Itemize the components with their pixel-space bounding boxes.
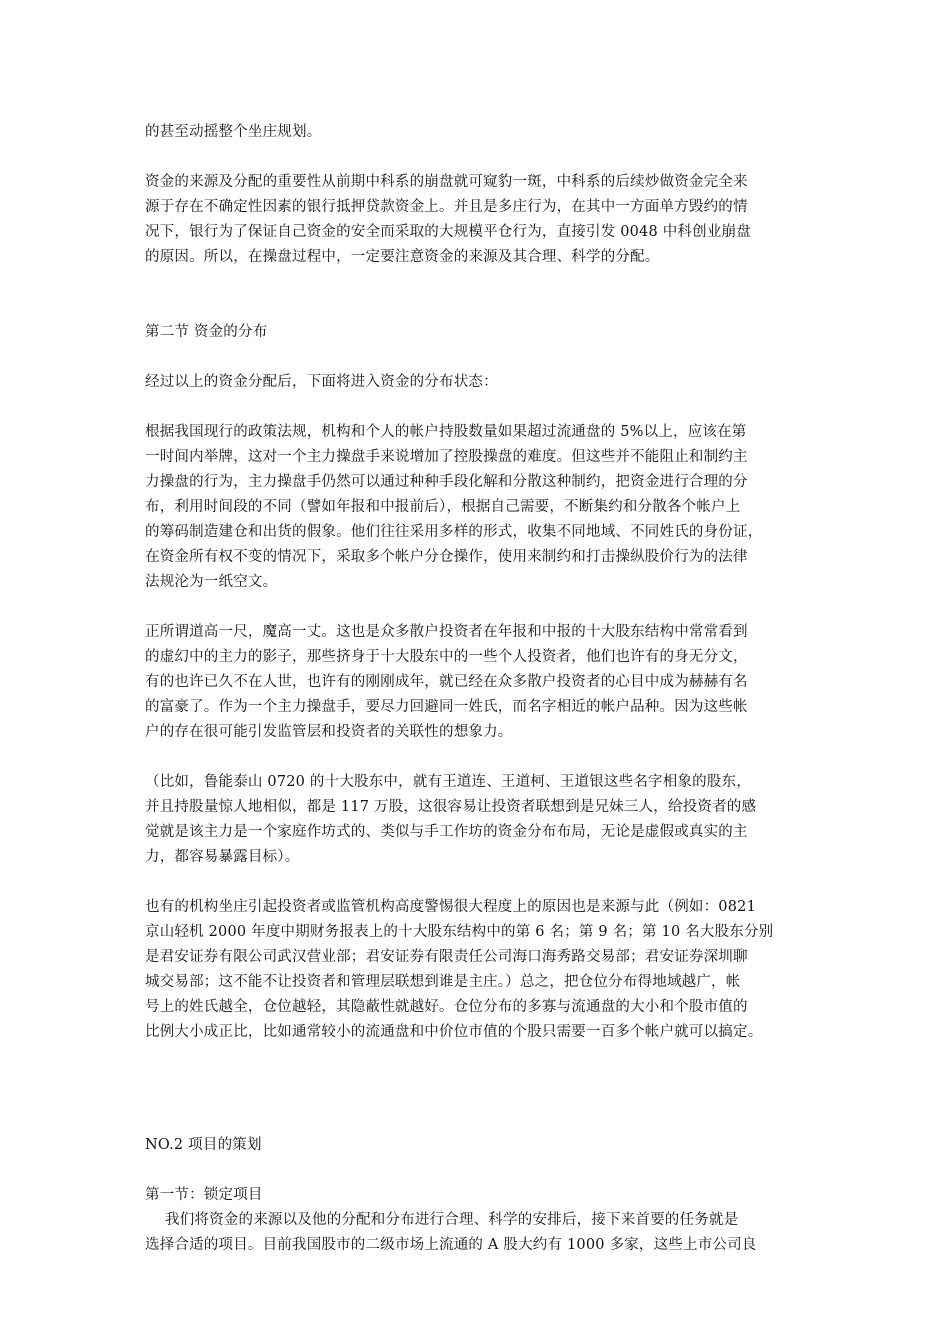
- text-line: 布，利用时间段的不同（譬如年报和中报前后），根据自己需要，不断集约和分散各个帐户上: [145, 499, 741, 515]
- paragraph-2: [145, 170, 845, 270]
- text-line: 经过以上的资金分配后，下面将进入资金的分布状态：: [145, 374, 498, 390]
- section-heading: 第一节：锁定项目: [145, 1187, 263, 1203]
- text-line: 的原因。所以，在操盘过程中，一定要注意资金的来源及其合理、科学的分配。: [145, 249, 660, 265]
- text-line: 城交易部；这不能不让投资者和管理层联想到谁是主庄。）总之，把仓位分布得地域越广，帐: [145, 974, 741, 990]
- paragraph-4: [145, 420, 845, 595]
- text-line: 况下，银行为了保证自己资金的安全而采取的大规模平仓行为，直接引发 0048 中科创业崩盘: [145, 224, 751, 240]
- text-line: 的甚至动摇整个坐庄规划。: [145, 124, 322, 140]
- paragraph-5: [145, 620, 845, 745]
- text-line: 的富豪了。作为一个主力操盘手，要尽力回避同一姓氏，而名字相近的帐户品种。因为这些帐: [145, 699, 748, 715]
- text-line: 觉就是该主力是一个家庭作坊式的、类似与手工作坊的资金分布布局，无论是虚假或真实的主: [145, 824, 748, 840]
- text-line: 我们将资金的来源以及他的分配和分布进行合理、科学的安排后，接下来首要的任务就是: [165, 1212, 739, 1228]
- text-line: （比如，鲁能泰山 0720 的十大股东中，就有王道连、王道柯、王道银这些名字相象的股东，: [145, 774, 751, 790]
- text-line: 有的也许已久不在人世，也许有的刚刚成年，就已经在众多散户投资者的心目中成为赫赫有名: [145, 674, 748, 690]
- text-line: 法规沦为一纸空文。: [145, 574, 278, 590]
- text-line: 的筹码制造建仓和出货的假象。他们往往采用多样的形式，收集不同地域、不同姓氏的身份证，: [145, 524, 763, 540]
- text-line: 正所谓道高一尺，魔高一丈。这也是众多散户投资者在年报和中报的十大股东结构中常常看到: [145, 624, 748, 640]
- chapter-heading: NO.2 项目的策划: [145, 1137, 262, 1153]
- paragraph-1: [145, 120, 845, 145]
- text-line: 的虚幻中的主力的影子，那些挤身于十大股东中的一些个人投资者，他们也许有的身无分文，: [145, 649, 748, 665]
- text-line: 选择合适的项目。目前我国股市的二级市场上流通的 A 股大约有 1000 多家，这些上市公司良: [145, 1237, 757, 1253]
- text-line: 户的存在很可能引发监管层和投资者的关联性的想象力。: [145, 724, 513, 740]
- text-line: 一时间内举牌，这对一个主力操盘手来说增加了控股操盘的难度。但这些并不能阻止和制约主: [145, 449, 748, 465]
- text-line: 力，都容易暴露目标）。: [145, 849, 300, 865]
- text-line: 在资金所有权不变的情况下，采取多个帐户分仓操作，使用来制约和打击操纵股价行为的法律: [145, 549, 748, 565]
- text-line: 号上的姓氏越全，仓位越轻，其隐蔽性就越好。仓位分布的多寡与流通盘的大小和个股市值的: [145, 999, 748, 1015]
- paragraph-3: [145, 370, 845, 395]
- section-heading: 第二节 资金的分布: [145, 324, 268, 340]
- document-page: [145, 120, 845, 1258]
- text-line: 比例大小成正比，比如通常较小的流通盘和中价位市值的个股只需要一百多个帐户就可以搞定。: [145, 1024, 763, 1040]
- text-line: 并且持股量惊人地相似，都是 117 万股，这很容易让投资者联想到是兄妹三人，给投资者的感: [145, 799, 757, 815]
- text-line: 是君安证券有限公司武汉营业部；君安证券有限责任公司海口海秀路交易部；君安证券深圳聊: [145, 949, 748, 965]
- text-line: 源于存在不确定性因素的银行抵押贷款资金上。并且是多庄行为，在其中一方面单方毁约的情: [145, 199, 748, 215]
- text-line: 力操盘的行为，主力操盘手仍然可以通过种种手段化解和分散这种制约，把资金进行合理的分: [145, 474, 748, 490]
- paragraph-8: [145, 1208, 845, 1258]
- paragraph-7: [145, 895, 845, 1045]
- text-line: 也有的机构坐庄引起投资者或监管机构高度警惕很大程度上的原因也是来源与此（例如：0821: [145, 899, 756, 915]
- paragraph-6: [145, 770, 845, 870]
- text-line: 根据我国现行的政策法规，机构和个人的帐户持股数量如果超过流通盘的 5%以上，应该在第: [145, 424, 747, 440]
- text-line: 资金的来源及分配的重要性从前期中科系的崩盘就可窥豹一斑，中科系的后续炒做资金完全来: [145, 174, 748, 190]
- text-line: 京山轻机 2000 年度中期财务报表上的十大股东结构中的第 6 名；第 9 名；第 10 名大股东分别: [145, 924, 774, 940]
